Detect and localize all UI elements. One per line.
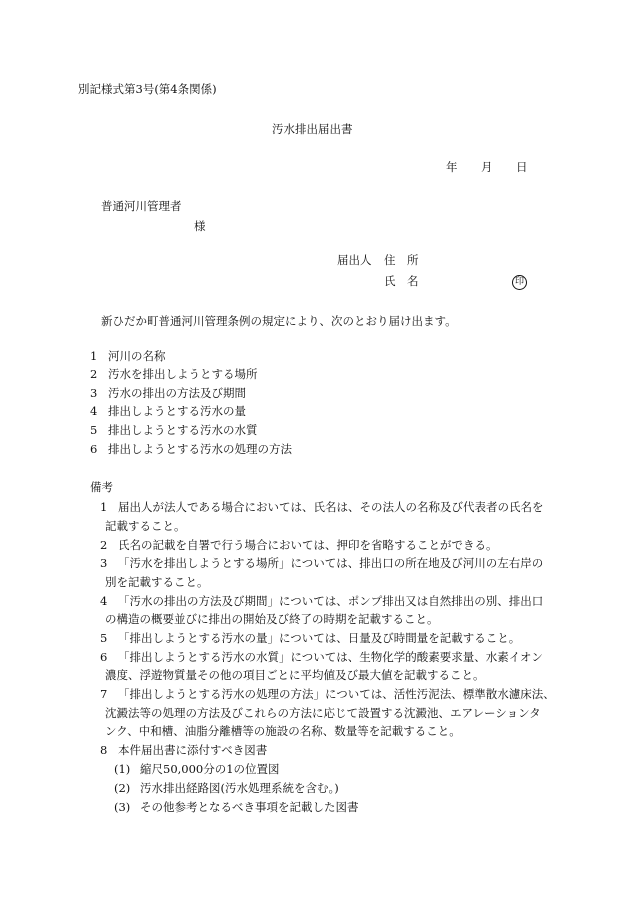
- note-number: 8: [100, 743, 108, 757]
- note-line: 届出人が法人である場合においては、氏名は、その法人の名称及び代表者の氏名を: [118, 500, 544, 514]
- note-line: 「汚水の排出の方法及び期間」については、ポンプ排出又は自然排出の別、排出口: [118, 594, 544, 608]
- note-line: の構造の概要並びに排出の開始及び終了の時期を記載すること。: [105, 612, 439, 626]
- note-line: 「排出しようとする汚水の処理の方法」については、活性汚泥法、標準散水濾床法、: [118, 687, 555, 701]
- preamble: 新ひだか町普通河川管理条例の規定により、次のとおり届け出ます。: [101, 314, 457, 328]
- name-label: 氏 名: [384, 274, 419, 288]
- note-number: 2: [100, 538, 108, 552]
- attachment-text: 汚水排出経路図(汚水処理系統を含む。): [140, 781, 339, 795]
- notes-heading: 備考: [90, 480, 113, 494]
- note-line: 「汚水を排出しようとする場所」については、排出口の所在地及び河川の左右岸の: [118, 556, 544, 570]
- attachment-text: 縮尺50,000分の1の位置図: [140, 762, 280, 776]
- applicant-label: 届出人: [337, 253, 372, 267]
- recipient: 普通河川管理者: [101, 199, 182, 213]
- note-line: 記載すること。: [105, 519, 186, 533]
- note-number: 3: [100, 556, 108, 570]
- seal-mark: 印: [512, 275, 527, 290]
- date-day: 日: [516, 160, 528, 174]
- attachment-text: その他参考となるべき事項を記載した図書: [140, 800, 359, 814]
- note-line: 濃度、浮遊物質量その他の項目ごとに平均値及び最大値を記載すること。: [105, 668, 485, 682]
- note-line: 「排出しようとする汚水の量」については、日量及び時間量を記載すること。: [118, 631, 521, 645]
- note-line: 氏名の記載を自署で行う場合においては、押印を省略することができる。: [118, 538, 498, 552]
- note-line: 沈澱法等の処理の方法及びこれらの方法に応じて設置する沈澱池、エアレーションタ: [105, 706, 541, 720]
- date-year: 年: [446, 160, 458, 174]
- attachment-number: (2): [114, 781, 131, 795]
- note-number: 4: [100, 594, 108, 608]
- form-label: 別記様式第3号(第4条関係): [78, 82, 217, 96]
- address-label: 住 所: [384, 253, 419, 267]
- attachment-number: (1): [114, 762, 131, 776]
- document-title: 汚水排出届出書: [272, 122, 353, 136]
- attachment-number: (3): [114, 800, 131, 814]
- note-line: ンク、中和槽、油脂分離槽等の施設の名称、数量等を記載すること。: [105, 724, 461, 738]
- note-number: 6: [100, 650, 108, 664]
- note-number: 5: [100, 631, 108, 645]
- note-line: 本件届出書に添付すべき図書: [118, 743, 268, 757]
- recipient-honorific: 様: [194, 219, 206, 233]
- note-line: 「排出しようとする汚水の水質」については、生物化学的酸素要求量、水素イオン: [118, 650, 543, 664]
- date-month: 月: [481, 160, 493, 174]
- note-number: 7: [100, 687, 108, 701]
- note-number: 1: [100, 500, 108, 514]
- note-line: 別を記載すること。: [105, 575, 209, 589]
